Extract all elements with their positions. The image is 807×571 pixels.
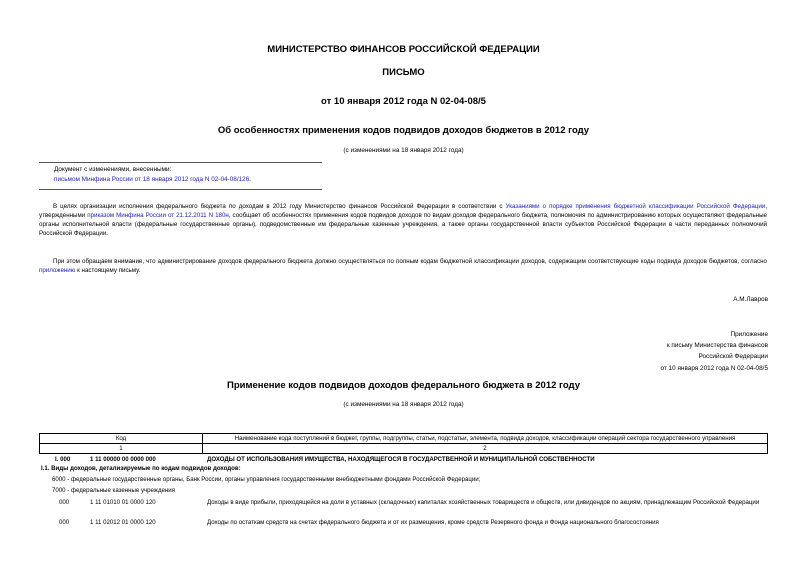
- appendix-changes-note: (с изменениями на 18 января 2012 года): [343, 401, 464, 408]
- row-3-text: 6000 - федеральные государственные органы, Банк России, органы управления государственными внебюджетными фондами Российской Федерации;: [52, 476, 481, 483]
- appendix-ref-line-2: к письму Министерства финансов: [666, 342, 768, 350]
- amendment-bottom-rule: [39, 189, 322, 190]
- row-6-code-b: 1 11 02012 01 0000 120: [90, 519, 156, 526]
- p1-text-b: , утвержденными: [39, 203, 767, 220]
- col-number-1: 1: [40, 444, 203, 454]
- row-2-text: I.1. Виды доходов, детализируемые по кодам подвидов доходов:: [41, 465, 241, 472]
- row-1-code-a: I. 000: [55, 456, 71, 463]
- appendix-title: Применение кодов подвидов доходов федерального бюджета в 2012 году: [227, 380, 580, 391]
- p1-text-a: В целях организации исполнения федерального бюджета по доходам в 2012 году Министерство финансов Российской Федерации в соответствии с: [53, 203, 506, 210]
- col-number-2: 2: [203, 444, 768, 454]
- row-6-text: Доходы по остаткам средств на счетах федерального бюджета и от их размещения, кроме средств Резервного фонда и Фонда национального благосостояния: [207, 519, 659, 526]
- amendment-top-rule: [39, 162, 322, 163]
- table-header-row: [40, 434, 768, 444]
- col-header-code: Код: [40, 434, 203, 444]
- row-5-code-a: 000: [59, 499, 70, 506]
- p2-text-b: к настоящему письму.: [75, 267, 141, 275]
- amendment-caption: Документ с изменениями, внесенными:: [54, 166, 172, 173]
- appendix-ref-line-3: Российской Федерации: [698, 353, 768, 361]
- body-paragraph-1: [39, 202, 767, 238]
- budget-classification-link[interactable]: Указаниями о порядке применения бюджетной классификации Российской Федерации: [505, 203, 766, 210]
- subject-heading: Об особенностях применения кодов подвидов доходов бюджетов в 2012 году: [217, 125, 590, 136]
- doc-date-heading: от 10 января 2012 года N 02-04-08/5: [321, 96, 486, 107]
- amendment-line: [54, 176, 251, 183]
- ministry-heading: МИНИСТЕРСТВО ФИНАНСОВ РОССИЙСКОЙ ФЕДЕРАЦИИ: [267, 44, 540, 55]
- p2-text-a: При этом обращаем внимание, что администрирование доходов федерального бюджета должно осуществляться по полным кодам бюджетной классификации доходов, содержащим соответствующие коды подвида доходов бюджетов, согласно: [53, 258, 767, 265]
- row-5-code-b: 1 11 01010 01 0000 120: [90, 499, 156, 506]
- row-4-text: 7000 - федеральные казенные учреждения: [52, 487, 175, 494]
- appendix-ref-line-4: от 10 января 2012 года N 02-04-08/5: [660, 364, 768, 372]
- table-number-row: [40, 444, 768, 454]
- row-6-code-a: 000: [59, 519, 70, 526]
- body-paragraph-2: [39, 257, 767, 275]
- row-1-text: ДОХОДЫ ОТ ИСПОЛЬЗОВАНИЯ ИМУЩЕСТВА, НАХОДЯЩЕГОСЯ В ГОСУДАРСТВЕННОЙ И МУНИЦИПАЛЬНОЙ СОБСТВЕННОСТИ: [207, 456, 595, 463]
- order-180n-link[interactable]: приказом Минфина России от 21.12.2011 N 180н: [87, 212, 229, 220]
- appendix-reference: [500, 329, 768, 374]
- amendment-link-suffix: .: [249, 176, 252, 183]
- codes-table: [39, 433, 768, 454]
- doc-type-heading: ПИСЬМО: [382, 67, 425, 78]
- col-header-name: Наименование кода поступлений в бюджет, группы, подгруппы, статьи, подстатьи, элемента, подвида доходов, классификации операций сектора государственного управления: [203, 434, 768, 444]
- row-5-text: Доходы в виде прибыли, приходящейся на доли в уставных (складочных) капиталах хозяйственных товариществ и обществ, или дивидендов по акциям, принадлежащим Российской Федерации: [207, 499, 760, 506]
- row-1-code-b: 1 11 00000 00 0000 000: [90, 456, 156, 463]
- appendix-link[interactable]: приложению: [39, 267, 76, 275]
- p1-text-c: , сообщает об особенностях применения кодов подвидов доходов по видам доходов федерального бюджета, полномочия по администрированию которых осуществляют федеральные органы исполнительной власти (федеральные государственные органы), подведомственные им федеральные казенные учреждения, а также органы государственной власти субъектов Российской Федерации в части переданных полномочий Российской Федерации.: [39, 212, 767, 238]
- amendment-link[interactable]: письмом Минфина России от 18 января 2012 года N 02-04-08/126: [54, 176, 250, 183]
- signature: А.М.Лавров: [733, 296, 768, 303]
- appendix-ref-line-1: Приложение: [730, 331, 768, 338]
- changes-note: (с изменениями на 18 января 2012 года): [343, 147, 464, 154]
